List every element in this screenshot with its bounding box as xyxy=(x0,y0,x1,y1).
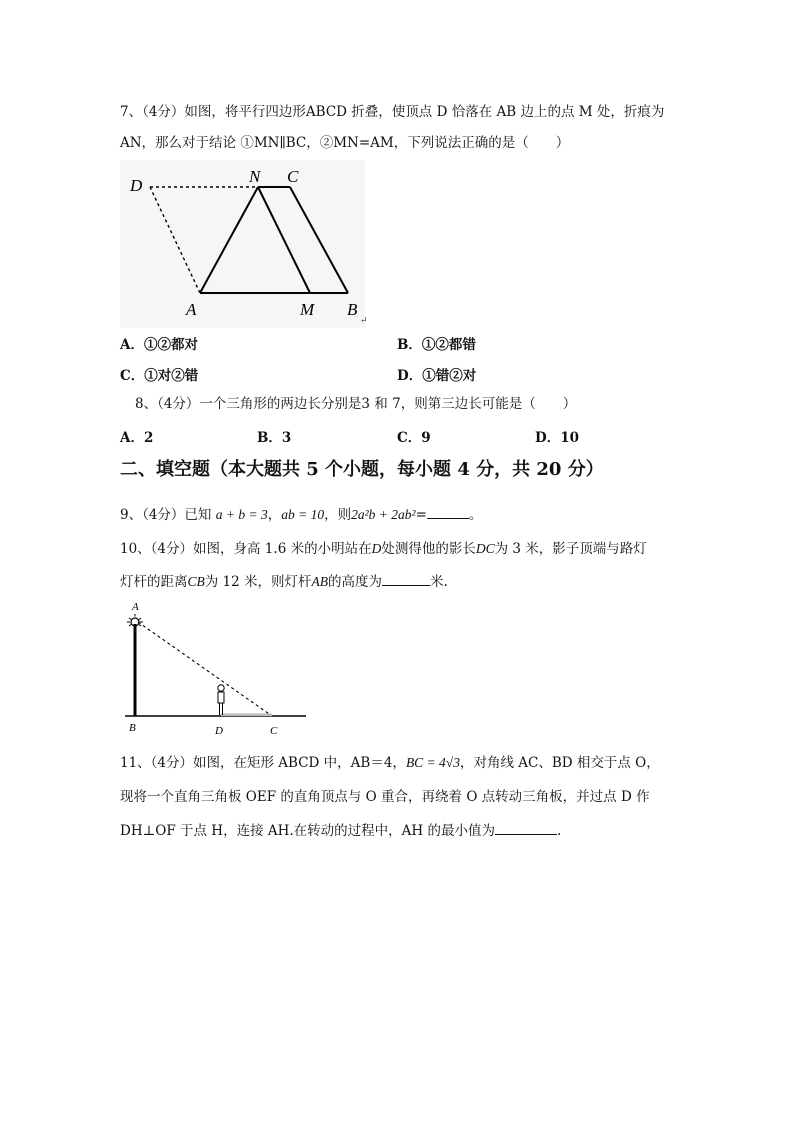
q9-stem xyxy=(120,504,482,524)
q9-condition-1: a + b = 3 xyxy=(215,507,268,522)
q9-equals: = xyxy=(415,507,427,523)
q10-stem-line2 xyxy=(120,571,448,591)
q11-answer-blank[interactable] xyxy=(495,820,557,835)
return-mark-icon: ↵ xyxy=(360,315,368,325)
q10-var-d: D xyxy=(371,541,382,556)
q9-mid: ，则 xyxy=(324,507,352,523)
label-b: B xyxy=(347,300,358,319)
q10-text-2d: 米. xyxy=(430,574,448,590)
section-heading: 二、填空题（本大题共 5 个小题，每小题 4 分，共 20 分） xyxy=(120,459,604,480)
q9-prefix: 9、（4分）已知 xyxy=(120,507,212,523)
q8-option-a: A．2 xyxy=(120,430,154,446)
label-d: D xyxy=(130,176,143,195)
q8-option-b: B．3 xyxy=(257,430,292,446)
q8-option-c: C．9 xyxy=(397,430,431,446)
q11-text-3b: . xyxy=(557,823,562,839)
label-b: B xyxy=(129,722,136,734)
q9-separator: ， xyxy=(267,507,282,523)
q9-condition-2: ab = 10 xyxy=(281,507,325,522)
label-a: A xyxy=(186,300,197,319)
label-a: A xyxy=(132,601,139,613)
q7-stem-line2: AN，那么对于结论 ①MN∥BC，②MN=AM，下列说法正确的是（ ） xyxy=(120,135,570,151)
q8-option-d: D．10 xyxy=(535,430,579,446)
q10-text-1b: 处测得他的影长 xyxy=(381,541,476,557)
q11-bc-expression: BC = 4√3 xyxy=(405,755,460,770)
q9-answer-blank[interactable] xyxy=(427,504,469,519)
q7-option-d: D．①错②对 xyxy=(397,368,477,384)
figure-background xyxy=(120,160,365,328)
q10-text-2a: 灯杆的距离 xyxy=(120,574,188,590)
q8-stem: 8、（4分）一个三角形的两边长分别是3 和 7，则第三边长可能是（ ） xyxy=(135,396,577,412)
person-icon xyxy=(218,685,224,715)
label-m: M xyxy=(300,300,315,319)
q10-stem-line1 xyxy=(120,540,647,558)
q11-text-1b: ，对角线 AC、BD 相交于点 O， xyxy=(459,755,660,771)
q10-var-cb: CB xyxy=(187,574,205,589)
label-d: D xyxy=(215,725,223,737)
q11-stem-line1 xyxy=(120,754,660,772)
label-n: N xyxy=(249,167,261,186)
q7-option-b: B．①②都错 xyxy=(397,337,476,353)
label-c: C xyxy=(270,725,278,737)
q9-expression: 2a²b + 2ab² xyxy=(351,507,416,522)
q10-lamp-figure xyxy=(120,598,310,738)
q7-stem-line1: 7、（4分）如图，将平行四边形ABCD 折叠，使顶点 D 恰落在 AB 边上的点 M 处，折痕为 xyxy=(120,104,665,120)
q10-answer-blank[interactable] xyxy=(382,571,430,586)
q9-end: 。 xyxy=(468,507,483,523)
q10-var-ab: AB xyxy=(311,574,329,589)
light-ray xyxy=(138,622,272,716)
q10-text-2c: 的高度为 xyxy=(328,574,383,590)
q11-text-1a: 11、（4分）如图，在矩形 ABCD 中，AB＝4， xyxy=(120,755,406,771)
q11-text-3a: DH⊥OF 于点 H，连接 AH.在转动的过程中，AH 的最小值为 xyxy=(120,823,496,839)
q11-stem-line3 xyxy=(120,820,561,840)
q7-option-a: A．①②都对 xyxy=(120,337,198,353)
q7-parallelogram-figure xyxy=(120,160,368,328)
q11-stem-line2: 现将一个直角三角板 OEF 的直角顶点与 O 重合，再绕着 O 点转动三角板，并过点 D 作 xyxy=(120,789,650,805)
label-c: C xyxy=(287,167,299,186)
q10-text-1c: 为 3 米，影子顶端与路灯 xyxy=(494,541,647,557)
shadow xyxy=(221,714,272,717)
q10-text-1a: 10、（4分）如图，身高 1.6 米的小明站在 xyxy=(120,541,372,557)
q10-text-2b: 为 12 米，则灯杆 xyxy=(204,574,312,590)
q7-option-c: C．①对②错 xyxy=(120,368,199,384)
q10-var-dc: DC xyxy=(475,541,495,556)
